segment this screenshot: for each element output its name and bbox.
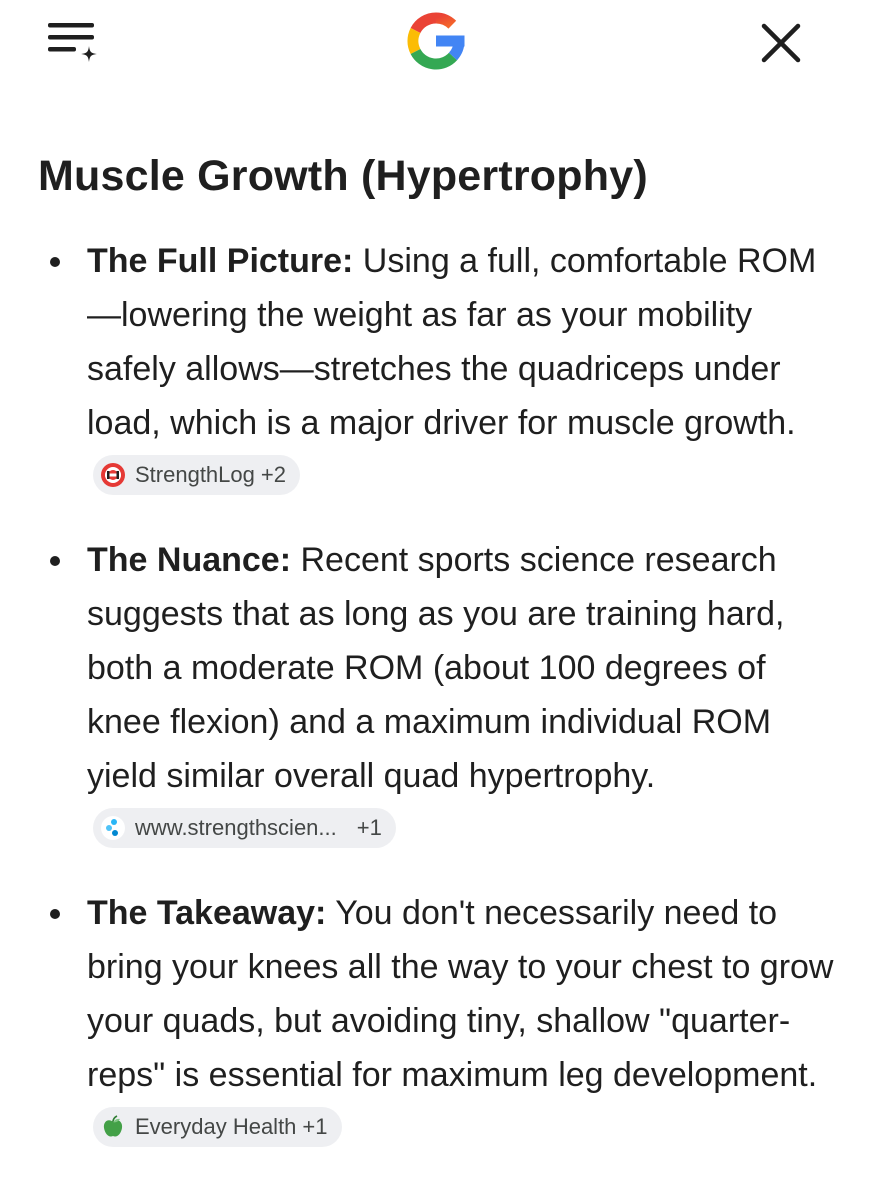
- list-item: [38, 533, 838, 857]
- bullet-icon: [50, 909, 60, 919]
- section-title: Muscle Growth (Hypertrophy): [38, 152, 648, 200]
- close-button[interactable]: [756, 18, 806, 68]
- point-text: You don't necessarily need to bring your knees all the way to your chest to grow your quads, but avoiding tiny, shallow "quarter-reps" is essential for maximum leg development.: [87, 894, 834, 1094]
- source-name: www.strengthscien...: [135, 815, 337, 841]
- google-g-logo: [401, 6, 471, 76]
- point-lead: The Nuance:: [87, 541, 292, 579]
- list-item: [38, 886, 838, 1156]
- source-chip[interactable]: [93, 455, 300, 495]
- menu-button[interactable]: [42, 18, 104, 68]
- top-bar: [0, 0, 871, 90]
- source-count: +1: [302, 1114, 328, 1140]
- source-chip[interactable]: [93, 1107, 342, 1147]
- list-item: [38, 234, 838, 504]
- answer-content: [38, 148, 838, 1185]
- bullet-icon: [50, 257, 60, 267]
- point-text: Recent sports science research suggests that as long as you are training hard, both a moderate ROM (about 100 degrees of knee flexion) and a maximum individual ROM yield similar overall quad hypertrophy.: [87, 541, 785, 795]
- menu-sparkle-icon: [42, 18, 104, 68]
- point-lead: The Takeaway:: [87, 894, 327, 932]
- strengthlog-icon: [100, 462, 126, 488]
- bullet-icon: [50, 556, 60, 566]
- close-icon: [756, 18, 806, 68]
- source-count: +1: [356, 815, 382, 841]
- source-name: Everyday Health: [135, 1114, 297, 1140]
- source-count: +2: [260, 462, 286, 488]
- point-text: Using a full, comfortable ROM—lowering the weight as far as your mobility safely allows—stretches the quadriceps under load, which is a major driver for muscle growth.: [87, 242, 817, 442]
- point-lead: The Full Picture:: [87, 242, 354, 280]
- source-chip[interactable]: [93, 808, 396, 848]
- source-name: StrengthLog: [135, 462, 255, 488]
- strengthscience-icon: [100, 815, 126, 841]
- bullet-list: [38, 234, 838, 1156]
- everyday-health-icon: [100, 1114, 126, 1140]
